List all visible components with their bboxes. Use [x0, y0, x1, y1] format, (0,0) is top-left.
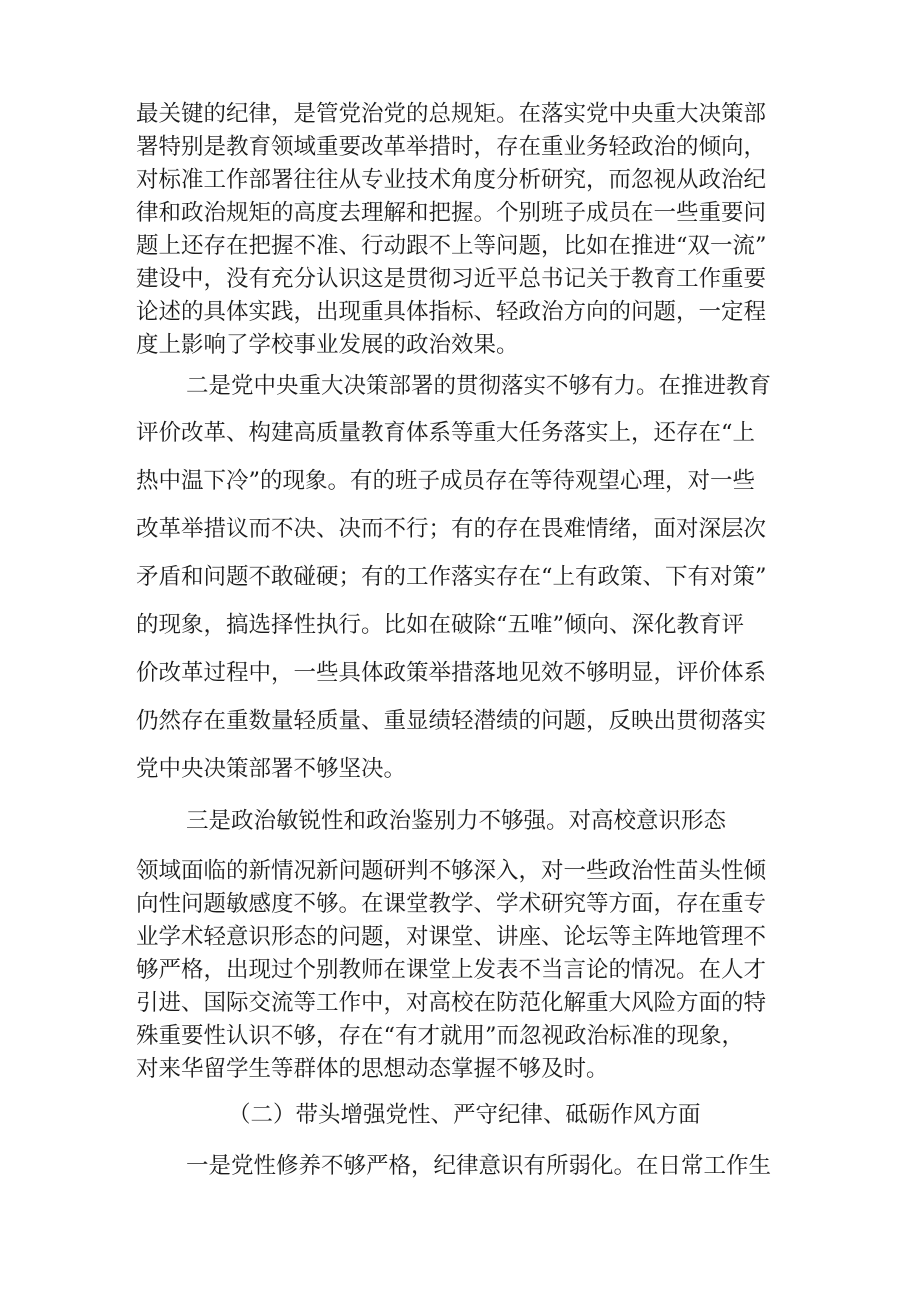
text-line: 题上还存在把握不准、行动跟不上等问题，比如在推进“双一流”	[136, 233, 767, 259]
text-line: 引进、国际交流等工作中，对高校在防范化解重大风险方面的特	[136, 990, 767, 1016]
text-line: 改革举措议而不决、决而不行；有的存在畏难情绪，面对深层次	[136, 516, 767, 542]
text-line: 论述的具体实践，出现重具体指标、轻政治方向的问题，一定程	[136, 299, 767, 325]
text-line: 矛盾和问题不敢碰硬；有的工作落实存在“上有政策、下有对策”	[136, 564, 767, 590]
text-line: 署特别是教育领域重要改革举措时，存在重业务轻政治的倾向，	[136, 134, 767, 160]
text-line: 殊重要性认识不够，存在“有才就用”而忽视政治标准的现象，	[136, 1023, 745, 1049]
text-line: 建设中，没有充分认识这是贯彻习近平总书记关于教育工作重要	[136, 266, 767, 292]
text-line: 仍然存在重数量轻质量、重显绩轻潜绩的问题，反映出贯彻落实	[136, 708, 767, 734]
text-line: 热中温下冷”的现象。有的班子成员存在等待观望心理，对一些	[136, 468, 756, 494]
text-line: 够严格，出现过个别教师在课堂上发表不当言论的情况。在人才	[136, 957, 767, 983]
text-line: 党中央决策部署不够坚决。	[136, 756, 407, 782]
text-line: 对标准工作部署往往从专业技术角度分析研究，而忽视从政治纪	[136, 167, 767, 193]
text-line: 价改革过程中，一些具体政策举措落地见效不够明显，评价体系	[136, 660, 767, 686]
text-line: 业学术轻意识形态的问题，对课堂、讲座、论坛等主阵地管理不	[136, 924, 767, 950]
text-line: 最关键的纪律，是管党治党的总规矩。在落实党中央重大决策部	[136, 101, 767, 127]
text-line: 评价改革、构建高质量教育体系等重大任务落实上，还存在“上	[136, 420, 756, 446]
paragraph-start-line: 一是党性修养不够严格，纪律意识有所弱化。在日常工作生	[186, 1153, 772, 1179]
text-line: 向性问题敏感度不够。在课堂教学、学术研究等方面，存在重专	[136, 891, 767, 917]
text-line: 对来华留学生等群体的思想动态掌握不够及时。	[136, 1056, 609, 1082]
text-line: 律和政治规矩的高度去理解和把握。个别班子成员在一些重要问	[136, 200, 767, 226]
paragraph-start-line: 三是政治敏锐性和政治鉴别力不够强。对高校意识形态	[186, 808, 727, 834]
paragraph-start-line: 二是党中央重大决策部署的贯彻落实不够有力。在推进教育	[186, 373, 772, 399]
text-line: 领域面临的新情况新问题研判不够深入，对一些政治性苗头性倾	[136, 858, 767, 884]
section-heading: （二）带头增强党性、严守纪律、砥砺作风方面	[228, 1102, 701, 1128]
text-line: 度上影响了学校事业发展的政治效果。	[136, 332, 519, 358]
text-line: 的现象，搞选择性执行。比如在破除“五唯”倾向、深化教育评	[136, 612, 745, 638]
